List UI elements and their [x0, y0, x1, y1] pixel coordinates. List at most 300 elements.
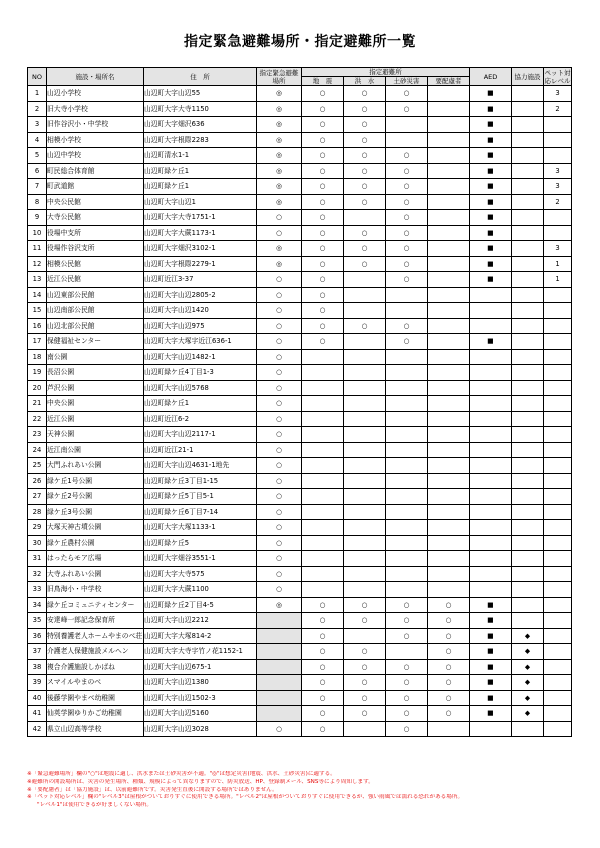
emergency-mark: ◎	[257, 117, 302, 133]
facility-name: 長沼公園	[47, 365, 144, 381]
care-mark	[428, 520, 470, 536]
table-row	[28, 179, 572, 195]
cooperation-mark	[512, 489, 544, 505]
facility-name: 緑ケ丘農村公園	[47, 535, 144, 551]
earthquake-mark	[302, 504, 344, 520]
facility-name: 近江公民館	[47, 272, 144, 288]
facility-address: 山辺町大字大塚814-2	[144, 628, 257, 644]
pet-level: 3	[544, 241, 572, 257]
earthquake-mark: ○	[302, 659, 344, 675]
emergency-mark: ◎	[257, 86, 302, 102]
pet-level	[544, 365, 572, 381]
flood-mark	[344, 458, 386, 474]
table-row	[28, 210, 572, 226]
header-no: NO	[28, 68, 47, 86]
facility-name: 中央公民館	[47, 194, 144, 210]
flood-mark: ○	[344, 148, 386, 164]
table-row	[28, 504, 572, 520]
cooperation-mark	[512, 535, 544, 551]
flood-mark	[344, 721, 386, 737]
row-no: 1	[28, 86, 47, 102]
emergency-mark: ○	[257, 303, 302, 319]
aed-mark	[470, 303, 512, 319]
table-row	[28, 287, 572, 303]
cooperation-mark: ◆	[512, 675, 544, 691]
header-landslide: 土砂災害	[386, 77, 428, 86]
care-mark	[428, 318, 470, 334]
table-row	[28, 318, 572, 334]
pet-level	[544, 318, 572, 334]
aed-mark: ■	[470, 117, 512, 133]
cooperation-mark	[512, 318, 544, 334]
row-no: 41	[28, 706, 47, 722]
care-mark	[428, 566, 470, 582]
flood-mark	[344, 349, 386, 365]
landslide-mark: ○	[386, 690, 428, 706]
earthquake-mark: ○	[302, 644, 344, 660]
row-no: 23	[28, 427, 47, 443]
care-mark	[428, 489, 470, 505]
header-care: 要配慮者	[428, 77, 470, 86]
facility-address: 山辺町大字大蕨1100	[144, 582, 257, 598]
cooperation-mark	[512, 349, 544, 365]
row-no: 4	[28, 132, 47, 148]
pet-level: 3	[544, 86, 572, 102]
care-mark	[428, 582, 470, 598]
pet-level	[544, 473, 572, 489]
pet-level	[544, 132, 572, 148]
earthquake-mark: ○	[302, 272, 344, 288]
facility-name: 山辺中学校	[47, 148, 144, 164]
row-no: 31	[28, 551, 47, 567]
row-no: 33	[28, 582, 47, 598]
flood-mark	[344, 489, 386, 505]
earthquake-mark: ○	[302, 241, 344, 257]
care-mark	[428, 396, 470, 412]
earthquake-mark	[302, 365, 344, 381]
table-row	[28, 520, 572, 536]
landslide-mark: ○	[386, 318, 428, 334]
care-mark	[428, 473, 470, 489]
care-mark	[428, 163, 470, 179]
earthquake-mark	[302, 411, 344, 427]
facility-name: 特別養護老人ホームやまのべ荘	[47, 628, 144, 644]
landslide-mark	[386, 489, 428, 505]
flood-mark: ○	[344, 659, 386, 675]
emergency-mark: ◎	[257, 132, 302, 148]
aed-mark	[470, 551, 512, 567]
table-row	[28, 690, 572, 706]
table-row	[28, 132, 572, 148]
facility-name: 旧鳥海小・中学校	[47, 582, 144, 598]
row-no: 21	[28, 396, 47, 412]
facility-address: 山辺町大字山辺1420	[144, 303, 257, 319]
facility-address: 山辺町緑ケ丘5丁目5-1	[144, 489, 257, 505]
care-mark	[428, 86, 470, 102]
table-row	[28, 659, 572, 675]
cooperation-mark	[512, 380, 544, 396]
facility-name: 南公園	[47, 349, 144, 365]
facility-address: 山辺町緑ケ丘6丁目7-14	[144, 504, 257, 520]
cooperation-mark	[512, 334, 544, 350]
pet-level	[544, 334, 572, 350]
aed-mark	[470, 442, 512, 458]
aed-mark: ■	[470, 225, 512, 241]
flood-mark	[344, 628, 386, 644]
aed-mark	[470, 566, 512, 582]
facility-name: 役場作谷沢支所	[47, 241, 144, 257]
cooperation-mark	[512, 225, 544, 241]
flood-mark: ○	[344, 101, 386, 117]
care-mark	[428, 365, 470, 381]
landslide-mark: ○	[386, 101, 428, 117]
pet-level	[544, 442, 572, 458]
landslide-mark: ○	[386, 628, 428, 644]
flood-mark	[344, 210, 386, 226]
facility-name: はったらモア広場	[47, 551, 144, 567]
flood-mark: ○	[344, 241, 386, 257]
landslide-mark	[386, 520, 428, 536]
header-cooperation: 協力施設	[512, 68, 544, 86]
table-row	[28, 380, 572, 396]
page-title: 指定緊急避難場所・指定避難所一覧	[184, 34, 416, 50]
care-mark	[428, 442, 470, 458]
earthquake-mark: ○	[302, 163, 344, 179]
care-mark	[428, 101, 470, 117]
flood-mark: ○	[344, 597, 386, 613]
row-no: 16	[28, 318, 47, 334]
aed-mark: ■	[470, 194, 512, 210]
emergency-mark: ◎	[257, 101, 302, 117]
facility-address: 山辺町大字山辺1482-1	[144, 349, 257, 365]
landslide-mark: ○	[386, 194, 428, 210]
earthquake-mark: ○	[302, 597, 344, 613]
row-no: 26	[28, 473, 47, 489]
flood-mark: ○	[344, 318, 386, 334]
header-aed: AED	[470, 68, 512, 86]
earthquake-mark: ○	[302, 101, 344, 117]
landslide-mark	[386, 644, 428, 660]
facility-address: 山辺町緑ケ丘2丁目4-5	[144, 597, 257, 613]
facility-address: 山辺町大字大寺1150	[144, 101, 257, 117]
cooperation-mark	[512, 473, 544, 489]
flood-mark: ○	[344, 613, 386, 629]
earthquake-mark: ○	[302, 148, 344, 164]
aed-mark	[470, 535, 512, 551]
emergency-mark: ◎	[257, 194, 302, 210]
landslide-mark: ○	[386, 272, 428, 288]
pet-level	[544, 225, 572, 241]
emergency-mark: ○	[257, 566, 302, 582]
pet-level	[544, 411, 572, 427]
table-row	[28, 535, 572, 551]
care-mark	[428, 272, 470, 288]
facility-address: 山辺町大字山辺5768	[144, 380, 257, 396]
landslide-mark	[386, 458, 428, 474]
cooperation-mark	[512, 597, 544, 613]
flood-mark: ○	[344, 675, 386, 691]
care-mark	[428, 349, 470, 365]
facility-name: 緑ケ丘3号公園	[47, 504, 144, 520]
table-row	[28, 613, 572, 629]
facility-name: 近江南公園	[47, 442, 144, 458]
aed-mark	[470, 582, 512, 598]
row-no: 2	[28, 101, 47, 117]
facility-name: 大寺公民館	[47, 210, 144, 226]
emergency-mark: ◎	[257, 179, 302, 195]
cooperation-mark	[512, 411, 544, 427]
cooperation-mark	[512, 101, 544, 117]
facility-name: 相模公民館	[47, 256, 144, 272]
facility-address: 山辺町緑ケ丘1	[144, 163, 257, 179]
aed-mark	[470, 380, 512, 396]
facility-address: 山辺町大字山辺1380	[144, 675, 257, 691]
cooperation-mark	[512, 396, 544, 412]
note-line: ※「ペット対応レベル」欄の"レベル3"は屋根がついておりすぐに使用できる場所。"レベル2"は屋根がついておりすぐに使用できるが、強い雨風では濡れる恐れがある場所。	[27, 794, 464, 801]
table-row	[28, 256, 572, 272]
aed-mark	[470, 504, 512, 520]
pet-level	[544, 721, 572, 737]
table-row	[28, 117, 572, 133]
header-earthquake: 地 震	[302, 77, 344, 86]
table-row	[28, 427, 572, 443]
facility-name: 複合介護施設しかばね	[47, 659, 144, 675]
header-emergency: 指定緊急避難場所	[257, 68, 302, 86]
facility-address: 山辺町清水1-1	[144, 148, 257, 164]
row-no: 15	[28, 303, 47, 319]
aed-mark: ■	[470, 628, 512, 644]
aed-mark	[470, 473, 512, 489]
table-row	[28, 225, 572, 241]
earthquake-mark: ○	[302, 334, 344, 350]
landslide-mark: ○	[386, 256, 428, 272]
table-row	[28, 272, 572, 288]
emergency-mark: ○	[257, 442, 302, 458]
aed-mark: ■	[470, 148, 512, 164]
landslide-mark	[386, 504, 428, 520]
cooperation-mark	[512, 256, 544, 272]
facility-name: 仙英学園ゆりかご幼稚園	[47, 706, 144, 722]
facility-name: 大寺ふれあい公園	[47, 566, 144, 582]
facility-name: 県立山辺高等学校	[47, 721, 144, 737]
cooperation-mark	[512, 442, 544, 458]
landslide-mark	[386, 380, 428, 396]
aed-mark	[470, 458, 512, 474]
cooperation-mark	[512, 520, 544, 536]
landslide-mark	[386, 365, 428, 381]
header-flood: 洪 水	[344, 77, 386, 86]
notes	[27, 771, 575, 810]
aed-mark: ■	[470, 86, 512, 102]
care-mark	[428, 256, 470, 272]
note-line: ※「緊急避難場所」欄の"○"は地震に適し、洪水または土砂災害が不適。"◎"は想定災害(地震、洪水、土砂災害)に適する。	[27, 771, 336, 777]
facility-address: 山辺町大字大塚字近江636-1	[144, 334, 257, 350]
care-mark	[428, 551, 470, 567]
earthquake-mark: ○	[302, 690, 344, 706]
pet-level	[544, 427, 572, 443]
row-no: 38	[28, 659, 47, 675]
earthquake-mark: ○	[302, 303, 344, 319]
facility-name: 旧大寺小学校	[47, 101, 144, 117]
emergency-mark: ◎	[257, 597, 302, 613]
earthquake-mark: ○	[302, 287, 344, 303]
table-row	[28, 241, 572, 257]
facility-address: 山辺町大字大蕨1173-1	[144, 225, 257, 241]
facility-name: 芦沢公園	[47, 380, 144, 396]
cooperation-mark: ◆	[512, 706, 544, 722]
flood-mark	[344, 365, 386, 381]
cooperation-mark	[512, 287, 544, 303]
landslide-mark: ○	[386, 179, 428, 195]
header-shelter-group: 指定避難所	[302, 68, 470, 77]
aed-mark	[470, 489, 512, 505]
earthquake-mark: ○	[302, 117, 344, 133]
earthquake-mark	[302, 535, 344, 551]
row-no: 28	[28, 504, 47, 520]
table-row	[28, 582, 572, 598]
facility-name: 中央公園	[47, 396, 144, 412]
row-no: 6	[28, 163, 47, 179]
cooperation-mark: ◆	[512, 659, 544, 675]
pet-level	[544, 613, 572, 629]
emergency-mark	[257, 690, 302, 706]
table-row	[28, 334, 572, 350]
row-no: 17	[28, 334, 47, 350]
cooperation-mark	[512, 148, 544, 164]
earthquake-mark	[302, 442, 344, 458]
cooperation-mark	[512, 504, 544, 520]
landslide-mark	[386, 396, 428, 412]
facility-name: 後藤学園やまべ幼稚園	[47, 690, 144, 706]
emergency-mark	[257, 675, 302, 691]
earthquake-mark	[302, 349, 344, 365]
facility-name: 保健福祉センター	[47, 334, 144, 350]
row-no: 10	[28, 225, 47, 241]
pet-level	[544, 303, 572, 319]
care-mark	[428, 132, 470, 148]
facility-address: 山辺町緑ケ丘1	[144, 396, 257, 412]
cooperation-mark	[512, 427, 544, 443]
earthquake-mark	[302, 566, 344, 582]
cooperation-mark: ◆	[512, 644, 544, 660]
table-row	[28, 303, 572, 319]
earthquake-mark: ○	[302, 256, 344, 272]
facility-address: 山辺町大字山辺975	[144, 318, 257, 334]
pet-level	[544, 349, 572, 365]
row-no: 18	[28, 349, 47, 365]
facility-name: 緑ケ丘コミュニティセンター	[47, 597, 144, 613]
earthquake-mark: ○	[302, 613, 344, 629]
facility-name: 緑ケ丘2号公園	[47, 489, 144, 505]
earthquake-mark	[302, 427, 344, 443]
care-mark	[428, 194, 470, 210]
earthquake-mark	[302, 582, 344, 598]
facility-address: 山辺町大字根際2283	[144, 132, 257, 148]
pet-level	[544, 210, 572, 226]
facility-address: 山辺町大字山辺2212	[144, 613, 257, 629]
pet-level	[544, 396, 572, 412]
landslide-mark: ○	[386, 659, 428, 675]
flood-mark	[344, 504, 386, 520]
pet-level	[544, 148, 572, 164]
emergency-mark: ○	[257, 504, 302, 520]
earthquake-mark: ○	[302, 225, 344, 241]
pet-level	[544, 644, 572, 660]
facility-address: 山辺町大字山辺2805-2	[144, 287, 257, 303]
facility-name: 山辺東部公民館	[47, 287, 144, 303]
table-row	[28, 194, 572, 210]
table-row	[28, 148, 572, 164]
care-mark: ○	[428, 659, 470, 675]
cooperation-mark	[512, 551, 544, 567]
care-mark	[428, 287, 470, 303]
cooperation-mark	[512, 132, 544, 148]
pet-level	[544, 690, 572, 706]
landslide-mark	[386, 442, 428, 458]
table-row	[28, 706, 572, 722]
note-line: ※避難所の開設場所は、災害の発生場所、種類、規模によって異なりますので、防災放送、HP、登録制メール、SNS等により周知します。	[27, 778, 374, 785]
landslide-mark	[386, 411, 428, 427]
facility-name: スマイルやまのべ	[47, 675, 144, 691]
shelter-table	[27, 67, 572, 737]
flood-mark	[344, 287, 386, 303]
cooperation-mark: ◆	[512, 690, 544, 706]
landslide-mark: ○	[386, 163, 428, 179]
emergency-mark: ○	[257, 721, 302, 737]
flood-mark: ○	[344, 194, 386, 210]
table-row	[28, 458, 572, 474]
facility-address: 山辺町大字山辺675-1	[144, 659, 257, 675]
row-no: 9	[28, 210, 47, 226]
row-no: 8	[28, 194, 47, 210]
facility-address: 山辺町近江21-1	[144, 442, 257, 458]
aed-mark: ■	[470, 163, 512, 179]
aed-mark: ■	[470, 256, 512, 272]
aed-mark: ■	[470, 272, 512, 288]
aed-mark: ■	[470, 101, 512, 117]
facility-address: 山辺町大字山辺5160	[144, 706, 257, 722]
emergency-mark	[257, 628, 302, 644]
flood-mark: ○	[344, 256, 386, 272]
pet-level	[544, 520, 572, 536]
cooperation-mark: ◆	[512, 628, 544, 644]
row-no: 5	[28, 148, 47, 164]
cooperation-mark	[512, 582, 544, 598]
landslide-mark: ○	[386, 613, 428, 629]
landslide-mark: ○	[386, 225, 428, 241]
facility-address: 山辺町近江3-37	[144, 272, 257, 288]
aed-mark	[470, 396, 512, 412]
row-no: 11	[28, 241, 47, 257]
pet-level	[544, 287, 572, 303]
cooperation-mark	[512, 117, 544, 133]
earthquake-mark: ○	[302, 179, 344, 195]
flood-mark: ○	[344, 644, 386, 660]
emergency-mark: ○	[257, 551, 302, 567]
flood-mark	[344, 427, 386, 443]
earthquake-mark	[302, 380, 344, 396]
emergency-mark: ○	[257, 210, 302, 226]
facility-address: 山辺町大字根際2279-1	[144, 256, 257, 272]
aed-mark: ■	[470, 690, 512, 706]
pet-level	[544, 628, 572, 644]
note-line: "レベル1"は使用できるが好ましくない場所。	[37, 802, 152, 809]
flood-mark	[344, 473, 386, 489]
facility-address: 山辺町大字山辺55	[144, 86, 257, 102]
cooperation-mark	[512, 566, 544, 582]
landslide-mark: ○	[386, 148, 428, 164]
flood-mark: ○	[344, 690, 386, 706]
